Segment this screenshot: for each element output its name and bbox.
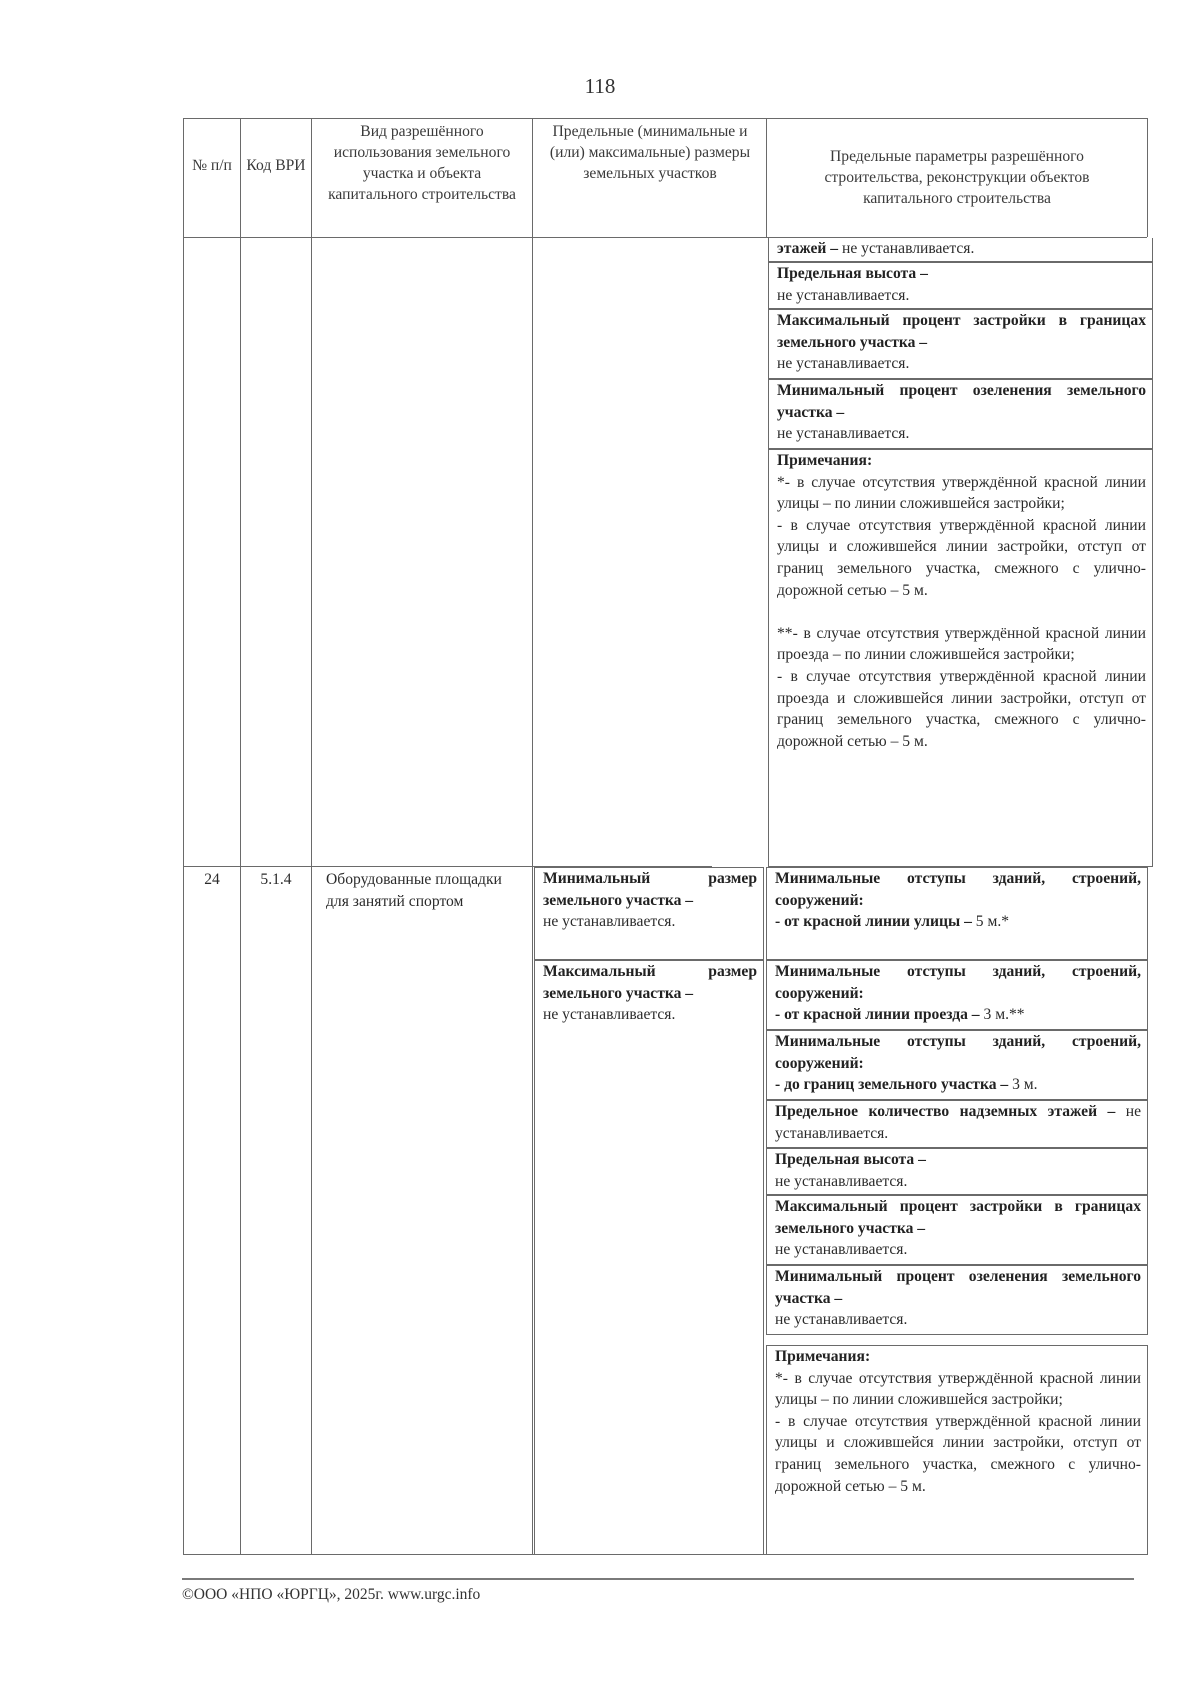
- table-right-border: [1147, 118, 1148, 237]
- col-divider-4: [766, 118, 767, 237]
- param-max-height: Предельная высота – не устанавливается.: [768, 262, 1153, 309]
- header-params: Предельные параметры разрешённого строительства, реконструкции объектов капитального строительства: [824, 148, 1090, 207]
- row24-num: 24: [204, 871, 220, 888]
- header-code: Код ВРИ: [246, 157, 306, 174]
- row24-param-offset-driveway: Минимальные отступы зданий, строений, сооружений: - от красной линии проезда – 3 м.**: [766, 960, 1148, 1030]
- row24-param-offset-street: Минимальные отступы зданий, строений, сооружений: - от красной линии улицы – 5 м.*: [766, 867, 1148, 960]
- row24-notes: Примечания: *- в случае отсутствия утверждённой красной линии улицы – по линии сложившейся застройки; - в случае отсутствия утверждённой красной линии улицы и сложившейся линии застройки, отступ от границ земельного участка, смежного с улично-дорожной сетью – 5 м.: [766, 1345, 1148, 1555]
- param-max-building-percent: Максимальный процент застройки в границах земельного участка – не устанавливается.: [768, 309, 1153, 379]
- col-divider-1: [240, 118, 241, 1555]
- page-number: 118: [584, 74, 616, 98]
- col-divider-3: [532, 118, 533, 1555]
- footer-divider: [182, 1578, 1134, 1580]
- row24-code: 5.1.4: [260, 871, 292, 888]
- row24-param-floors: Предельное количество надземных этажей – не устанавливается.: [766, 1100, 1148, 1148]
- row24-type: Оборудованные площадки для занятий спортом: [326, 871, 502, 910]
- param-floors-continued: этажей – не устанавливается.: [768, 238, 1153, 262]
- table-left-border: [183, 118, 184, 1555]
- footer-copyright: ©ООО «НПО «ЮРГЦ», 2025г. www.urgc.info: [182, 1586, 481, 1603]
- notes-continued: Примечания: *- в случае отсутствия утверждённой красной линии улицы – по линии сложившейся застройки; - в случае отсутствия утверждённой красной линии улицы и сложившейся линии застройки, отступ от границ земельного участка, смежного с улично-дорожной сетью – 5 м. **- в случае отсутствия утверждённой красной линии проезда – по линии сложившейся застройки; - в случае отсутствия утверждённой красной линии проезда и сложившейся линии застройки, отступ от границ земельного участка, смежного с улично-дорожной сетью – 5 м.: [768, 449, 1153, 867]
- row24-min-size: Минимальный размер земельного участка – не устанавливается.: [534, 867, 764, 960]
- col-divider-2: [311, 118, 312, 1555]
- header-num: № п/п: [192, 157, 232, 174]
- row24-param-offset-boundary: Минимальные отступы зданий, строений, сооружений: - до границ земельного участка – 3 м.: [766, 1030, 1148, 1100]
- param-min-green-percent: Минимальный процент озеленения земельного участка – не устанавливается.: [768, 379, 1153, 449]
- row24-param-max-building-percent: Максимальный процент застройки в границах земельного участка – не устанавливается.: [766, 1195, 1148, 1265]
- header-size: Предельные (минимальные и (или) максимальные) размеры земельных участков: [549, 123, 751, 182]
- header-type: Вид разрешённого использования земельного участка и объекта капитального строительства: [328, 123, 516, 203]
- table-top-border: [183, 118, 1147, 119]
- row24-max-size: Максимальный размер земельного участка – не устанавливается.: [534, 960, 764, 1555]
- row24-param-min-green-percent: Минимальный процент озеленения земельного участка – не устанавливается.: [766, 1265, 1148, 1335]
- row24-param-max-height: Предельная высота – не устанавливается.: [766, 1148, 1148, 1195]
